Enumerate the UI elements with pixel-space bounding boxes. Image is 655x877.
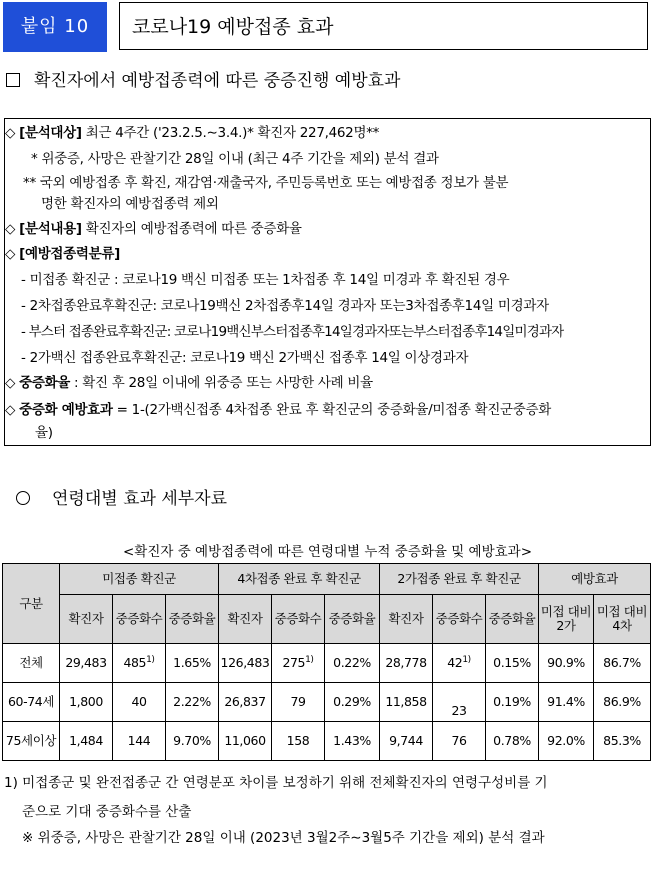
classification-item: - 2차접종완료후확진군: 코로나19백신 2차접종후14일 경과자 또는3차접종후14일 미경과자 [21, 298, 549, 314]
sub-header: 확진자 [60, 595, 113, 644]
group-header: 4차접종 완료 후 확진군 [219, 564, 380, 595]
group-header: 미접종 확진군 [60, 564, 219, 595]
table-row [3, 683, 651, 722]
table-cell: 0.29% [325, 683, 380, 722]
header [3, 2, 650, 52]
table-cell: 1.65% [166, 644, 219, 683]
age-group-effect-table [2, 563, 651, 761]
analysis-target-line: ◇ [분석대상] 최근 4주간 ('23.2.5.∼3.4.)* 확진자 227,462명** [5, 125, 380, 141]
group-header: 예방효과 [539, 564, 651, 595]
group-header: 2가접종 완료 후 확진군 [380, 564, 539, 595]
table-cell: 90.9% [539, 644, 594, 683]
table-cell: 86.7% [594, 644, 651, 683]
target-note-2-cont: 명한 확진자의 예방접종력 제외 [41, 196, 219, 212]
table-cell: 0.22% [325, 644, 380, 683]
sub-header: 중증화수 [272, 595, 325, 644]
sub-header: 중증화율 [325, 595, 380, 644]
table-cell: 76 [433, 722, 486, 761]
table-cell: 28,778 [380, 644, 433, 683]
analysis-content-line: ◇ [분석내용] 확진자의 예방접종력에 따른 중증화율 [5, 221, 302, 237]
table-cell: 158 [272, 722, 325, 761]
sub-header: 확진자 [219, 595, 272, 644]
table-cell: 0.15% [486, 644, 539, 683]
table-cell: 29,483 [60, 644, 113, 683]
row-label: 전체 [3, 644, 60, 683]
effect-header: 미접 대비 4차 [594, 595, 651, 644]
classification-heading: ◇ [예방접종력분류] [5, 246, 121, 262]
subsection-title: 연령대별 효과 세부자료 [16, 484, 227, 509]
analysis-notes-box [4, 118, 651, 446]
classification-item: - 부스터 접종완료후확진군: 코로나19백신부스터접종후14일경과자또는부스터접종후14일미경과자 [21, 324, 564, 340]
table-cell: 91.4% [539, 683, 594, 722]
table-caption: <확진자 중 예방접종력에 따른 연령대별 누적 중증화율 및 예방효과> [122, 544, 533, 560]
table-cell: 0.19% [486, 683, 539, 722]
footnote-1: 1) 미접종군 및 완전접종군 간 연령분포 차이를 보정하기 위해 전체확진자의 연령구성비를 기 [4, 775, 548, 791]
table-cell: 42$^{1)}$ [433, 644, 486, 683]
sub-header: 중증화율 [486, 595, 539, 644]
page-title: 코로나19 예방접종 효과 [119, 2, 648, 50]
table-cell: 11,858 [380, 683, 433, 722]
table-row [3, 644, 651, 683]
table-cell: 1,800 [60, 683, 113, 722]
table-cell: 485$^{1)}$ [113, 644, 166, 683]
table-cell: 2.22% [166, 683, 219, 722]
table-cell: 85.3% [594, 722, 651, 761]
table-cell: 126,483 [219, 644, 272, 683]
prevention-effect-line: ◇ 중증화 예방효과 = 1-(2가백신접종 4차접종 완료 후 확진군의 중증화율/미접종 확진군중증화 [5, 402, 552, 418]
table-cell: 11,060 [219, 722, 272, 761]
row-label: 60-74세 [3, 683, 60, 722]
prevention-effect-cont: 율) [35, 425, 53, 441]
classification-item: - 2가백신 접종완료후확진군: 코로나19 백신 2가백신 접종후 14일 이상경과자 [21, 350, 469, 366]
section-title: 확진자에서 예방접종력에 따른 중증진행 예방효과 [6, 66, 400, 91]
square-bullet-icon [6, 73, 20, 87]
table-cell: 92.0% [539, 722, 594, 761]
classification-item: - 미접종 확진군 : 코로나19 백신 미접종 또는 1차접종 후 14일 미경과 후 확진된 경우 [21, 272, 510, 288]
target-note-2: ** 국외 예방접종 후 확진, 재감염·재출국자, 주민등록번호 또는 예방접종 정보가 불분 [23, 175, 509, 191]
table-cell: 26,837 [219, 683, 272, 722]
table-cell: 23 [433, 683, 486, 722]
table-cell: 144 [113, 722, 166, 761]
group-column-header: 구분 [3, 564, 60, 644]
table-cell: 9,744 [380, 722, 433, 761]
table-cell: 86.9% [594, 683, 651, 722]
table-cell: 0.78% [486, 722, 539, 761]
table-cell: 9.70% [166, 722, 219, 761]
target-note-1: * 위중증, 사망은 관찰기간 28일 이내 (최근 4주 기간을 제외) 분석 결과 [31, 151, 439, 167]
sub-header: 중증화수 [113, 595, 166, 644]
table-cell: 1,484 [60, 722, 113, 761]
sub-header: 중증화율 [166, 595, 219, 644]
circle-bullet-icon [16, 491, 30, 505]
sub-header: 확진자 [380, 595, 433, 644]
sub-header: 중증화수 [433, 595, 486, 644]
row-label: 75세이상 [3, 722, 60, 761]
table-row [3, 722, 651, 761]
footnote-2: ※ 위중증, 사망은 관찰기간 28일 이내 (2023년 3월2주∼3월5주 기간을 제외) 분석 결과 [22, 830, 545, 846]
table-cell: 79 [272, 683, 325, 722]
effect-header: 미접 대비 2가 [539, 595, 594, 644]
attachment-badge: 붙임 10 [3, 2, 107, 52]
table-cell: 275$^{1)}$ [272, 644, 325, 683]
severity-rate-line: ◇ 중증화율 : 확진 후 28일 이내에 위중증 또는 사망한 사례 비율 [5, 375, 373, 391]
table-cell: 1.43% [325, 722, 380, 761]
footnote-1-cont: 준으로 기대 중증화수를 산출 [22, 804, 192, 820]
table-cell: 40 [113, 683, 166, 722]
